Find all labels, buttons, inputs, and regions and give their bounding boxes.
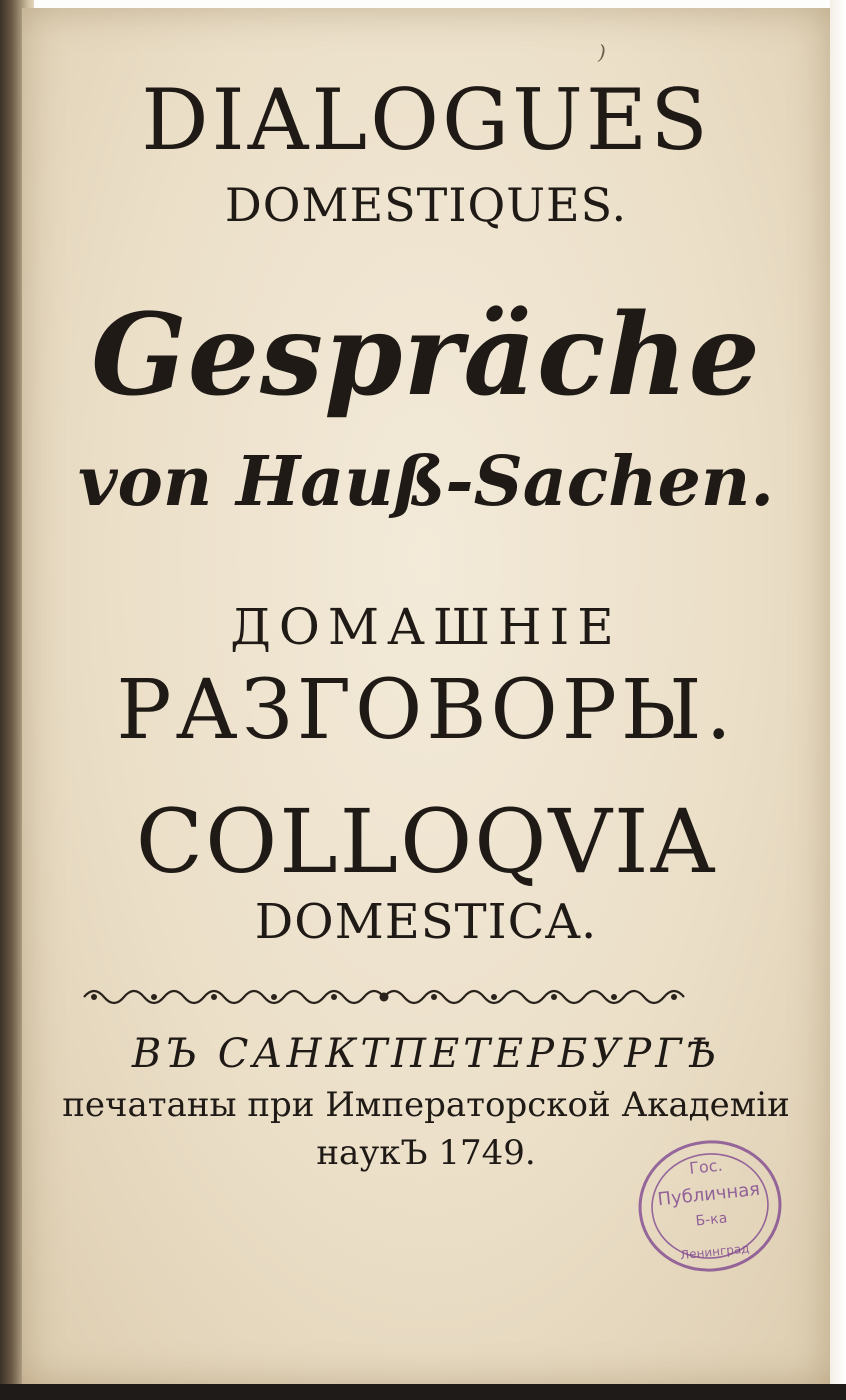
stamp-line-4: Ленинград [679,1241,751,1263]
imprint-year: наукЪ 1749. [316,1133,536,1173]
library-stamp [629,1131,790,1282]
ornament-divider [78,982,690,1012]
stamp-line-3: Б-ка [694,1210,729,1230]
stamp-line-2: Публичная [656,1178,761,1211]
french-title-line-2: DOMESTIQUES. [224,178,628,232]
scan-bottom-margin [0,1384,846,1400]
scan-right-margin [830,0,846,1400]
german-title-line-1: Gespräche [91,290,761,421]
stamp-line-1: Гос. [688,1155,724,1178]
imprint-place: ВЪ САНКТПЕТЕРБУРГѢ [131,1031,721,1077]
russian-title-line-2: РАЗГОВОРЫ. [116,663,736,758]
margin-mark: ) [598,40,606,64]
french-title-line-1: DIALOGUES [141,71,711,169]
latin-title-line-1: COLLOQVIA [135,790,717,893]
latin-title-line-2: DOMESTICA. [254,894,598,950]
imprint-printer: печатаны при Императорской Академіи [62,1085,790,1125]
german-title-line-2: von Hauß-Sachen. [77,442,774,522]
russian-title-line-1: ДОМАШНІЕ [230,598,622,656]
